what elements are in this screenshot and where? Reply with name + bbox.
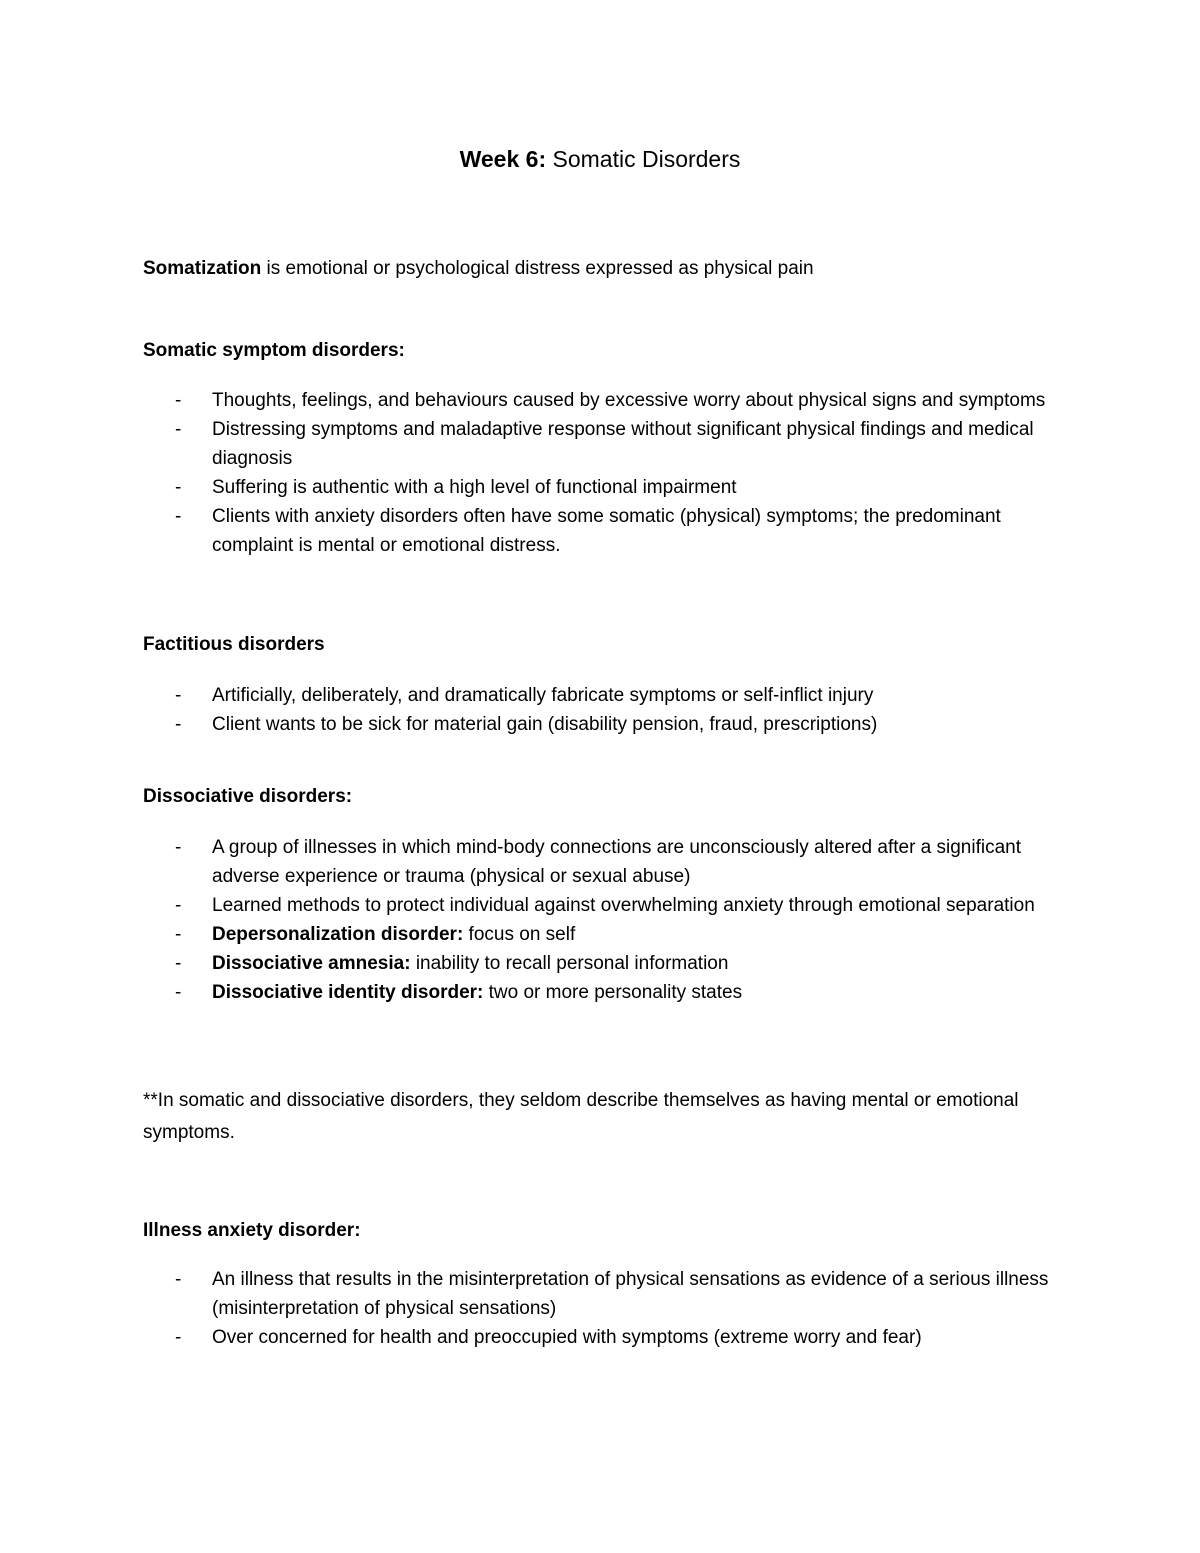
list-item	[143, 386, 1063, 415]
list-item-text: two or more personality states	[483, 982, 743, 1003]
title-topic: Somatic Disorders	[546, 146, 741, 172]
list-item-term: Depersonalization disorder:	[212, 924, 464, 945]
list-item	[143, 949, 1063, 978]
intro-definition: is emotional or psychological distress expressed as physical pain	[261, 258, 814, 279]
list-dissociative	[143, 833, 1063, 1007]
list-item-text: An illness that results in the misinterpretation of physical sensations as evidence of a serious illness (misinterpretation of physical sensations)	[212, 1269, 1049, 1319]
list-item-text: Clients with anxiety disorders often have some somatic (physical) symptoms; the predominant complaint is mental or emotional distress.	[212, 506, 1001, 556]
dash-marker: -	[175, 895, 182, 916]
dash-marker: -	[175, 982, 182, 1003]
list-item-text: Suffering is authentic with a high level of functional impairment	[212, 477, 737, 498]
list-item-text: Learned methods to protect individual against overwhelming anxiety through emotional separation	[212, 895, 1035, 916]
list-factitious	[143, 681, 1063, 739]
list-item	[143, 920, 1063, 949]
title-week: Week 6:	[459, 146, 547, 172]
list-item-text: A group of illnesses in which mind-body connections are unconsciously altered after a significant adverse experience or trauma (physical or sexual abuse)	[212, 837, 1022, 887]
list-item-term: Dissociative identity disorder:	[212, 982, 484, 1003]
list-item-text: Distressing symptoms and maladaptive response without significant physical findings and medical diagnosis	[212, 419, 1034, 469]
list-item-text: Over concerned for health and preoccupied with symptoms (extreme worry and fear)	[212, 1327, 922, 1348]
intro-paragraph	[143, 254, 1063, 283]
list-somatic-symptom	[143, 386, 1063, 560]
list-item	[143, 833, 1063, 891]
list-item	[143, 891, 1063, 920]
dash-marker: -	[175, 685, 182, 706]
list-item	[143, 681, 1063, 710]
list-item	[143, 415, 1063, 473]
list-item	[143, 502, 1063, 560]
dash-marker: -	[175, 477, 182, 498]
list-illness-anxiety	[143, 1265, 1063, 1352]
page-title	[0, 143, 1200, 175]
heading-illness-anxiety: Illness anxiety disorder:	[143, 1220, 361, 1241]
list-item-text: focus on self	[463, 924, 576, 945]
dash-marker: -	[175, 837, 182, 858]
dash-marker: -	[175, 419, 182, 440]
heading-somatic-symptom: Somatic symptom disorders:	[143, 340, 405, 361]
list-item	[143, 1323, 1063, 1352]
list-item-term: Dissociative amnesia:	[212, 953, 411, 974]
list-item	[143, 978, 1063, 1007]
list-item	[143, 1265, 1063, 1323]
dash-marker: -	[175, 506, 182, 527]
dash-marker: -	[175, 1269, 182, 1290]
list-item-text: Client wants to be sick for material gain (disability pension, fraud, prescriptions)	[212, 714, 878, 735]
dash-marker: -	[175, 390, 182, 411]
intro-term: Somatization	[143, 258, 262, 279]
note-paragraph: **In somatic and dissociative disorders, they seldom describe themselves as having mental or emotional symptoms.	[143, 1090, 1019, 1143]
dash-marker: -	[175, 1327, 182, 1348]
dash-marker: -	[175, 953, 182, 974]
heading-dissociative: Dissociative disorders:	[143, 786, 353, 807]
list-item	[143, 710, 1063, 739]
list-item-text: Thoughts, feelings, and behaviours caused by excessive worry about physical signs and symptoms	[212, 390, 1046, 411]
heading-factitious: Factitious disorders	[143, 634, 325, 655]
dash-marker: -	[175, 714, 182, 735]
dash-marker: -	[175, 924, 182, 945]
list-item-text: inability to recall personal information	[410, 953, 729, 974]
list-item-text: Artificially, deliberately, and dramatically fabricate symptoms or self-inflict injury	[212, 685, 874, 706]
list-item	[143, 473, 1063, 502]
